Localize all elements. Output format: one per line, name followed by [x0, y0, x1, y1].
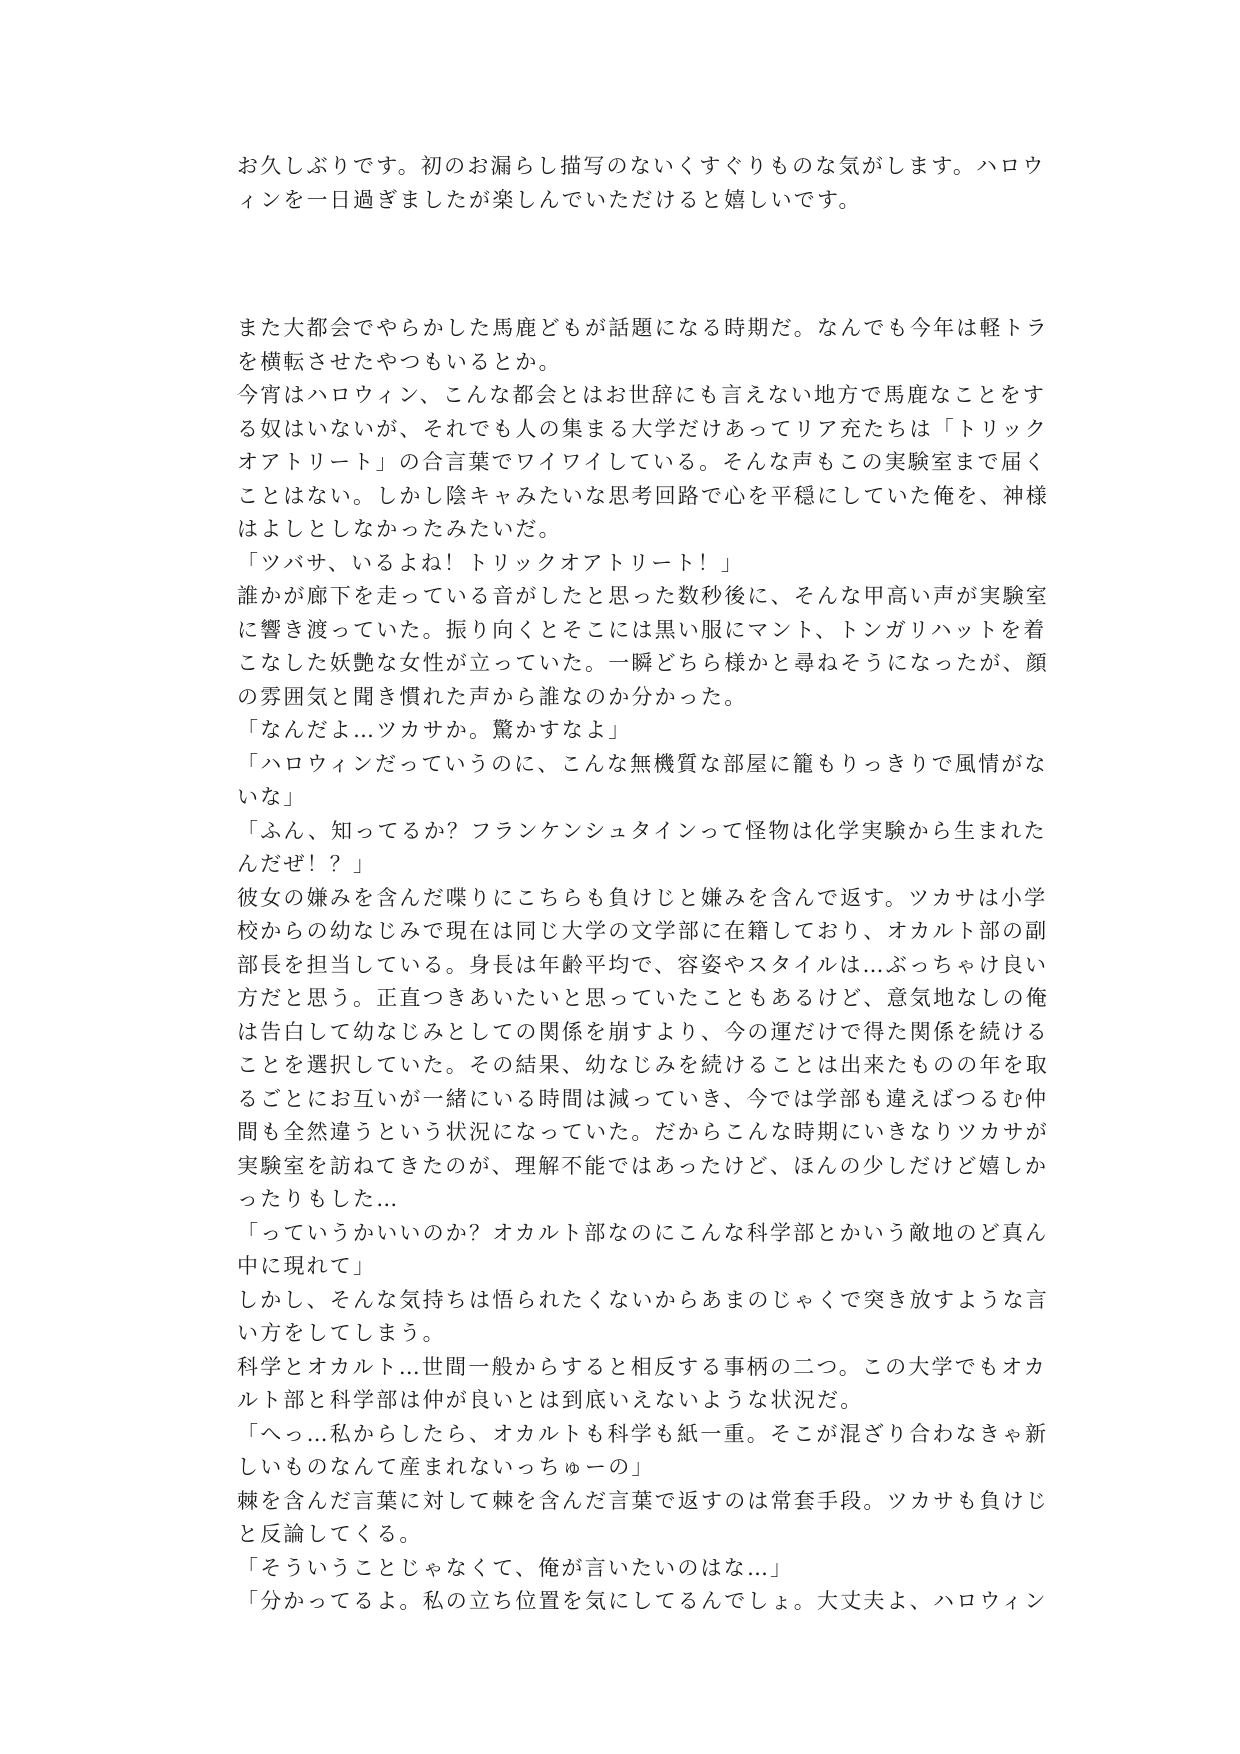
preface-line: お久しぶりです。初のお漏らし描写のないくすぐりものな気がします。ハロウ	[237, 154, 1046, 178]
story-line: に響き渡っていた。振り向くとそこには黒い服にマント、トンガリハットを着	[237, 617, 1047, 642]
story-line: るごとにお互いが一緒にいる時間は減っていき、今では学部も違えばつるむ仲	[237, 1086, 1049, 1111]
dialogue-line: 「ハロウィンだっていうのに、こんな無機質な部屋に籠もりっきりで風情がな	[237, 751, 1048, 776]
preface-line: ィンを一日過ぎましたが楽しんでいただけると嬉しいです。	[237, 187, 862, 212]
dialogue-line: 「なんだよ…ツカサか。驚かすなよ」	[237, 718, 632, 742]
dialogue-line: 「分かってるよ。私の立ち位置を気にしてるんでしょ。大丈夫よ、ハロウィン	[237, 1589, 1048, 1613]
story-line: こなした妖艶な女性が立っていた。一瞬どちら様かと尋ねそうになったが、顔	[237, 651, 1049, 675]
story-body	[237, 312, 1049, 1619]
dialogue-line: 「っていうかいいのか？オカルト部なのにこんな科学部とかいう敵地のど真ん	[237, 1220, 1049, 1245]
story-line: 部長を担当している。身長は年齢平均で、容姿やスタイルは…ぶっちゃけ良い	[237, 952, 1049, 977]
story-line: しかし、そんな気持ちは悟られたくないからあまのじゃくで突き放すような言	[237, 1287, 1049, 1312]
story-line: 実験室を訪ねてきたのが、理解不能ではあったけど、ほんの少しだけど嬉しか	[237, 1153, 1049, 1178]
story-line: 科学とオカルト…世間一般からすると相反する事柄の二つ。この大学でもオカ	[237, 1354, 1047, 1379]
dialogue-line: 中に現れて」	[237, 1254, 377, 1278]
story-line: る奴はいないが、それでも人の集まる大学だけあってリア充たちは「トリック	[237, 416, 1048, 441]
story-line: 間も全然違うという状況になっていた。だからこんな時期にいきなりツカサが	[237, 1120, 1049, 1144]
dialogue-line: いな」	[237, 785, 307, 809]
story-line: 誰かが廊下を走っている音がしたと思った数秒後に、そんな甲高い声が実験室	[237, 584, 1049, 608]
story-line: 今宵はハロウィン、こんな都会とはお世辞にも言えない地方で馬鹿なことをす	[237, 383, 1047, 407]
story-line: はよしとしなかったみたいだ。	[237, 517, 562, 541]
dialogue-line: んだぜ！？」	[237, 852, 377, 876]
story-line: の雰囲気と聞き慣れた声から誰なのか分かった。	[237, 684, 748, 709]
story-line: また大都会でやらかした馬鹿どもが話題になる時期だ。なんでも今年は軽トラ	[237, 316, 1049, 340]
story-line: い方をしてしまう。	[237, 1321, 446, 1345]
preface-text	[237, 150, 1046, 217]
story-line: ったりもした…	[237, 1187, 400, 1211]
dialogue-line: 「ふん、知ってるか？フランケンシュタインって怪物は化学実験から生まれた	[237, 818, 1047, 843]
story-line: は告白して幼なじみとしての関係を崩すより、今の運だけで得た関係を続ける	[237, 1019, 1049, 1044]
story-line: ことはない。しかし陰キャみたいな思考回路で心を平穏にしていた俺を、神様	[237, 483, 1049, 508]
dialogue-line: 「そういうことじゃなくて、俺が言いたいのはな…」	[237, 1555, 794, 1580]
dialogue-line: 「へっ…私からしたら、オカルトも科学も紙一重。そこが混ざり合わなきゃ新	[237, 1421, 1049, 1446]
story-line: と反論してくる。	[237, 1522, 423, 1546]
dialogue-line: しいものなんて産まれないっちゅーの」	[237, 1455, 655, 1479]
story-line: 方だと思う。正直つきあいたいと思っていたこともあるけど、意気地なしの俺	[237, 986, 1049, 1010]
dialogue-line: 「ツバサ、いるよね！トリックオアトリート！」	[237, 550, 745, 575]
story-line: 校からの幼なじみで現在は同じ大学の文学部に在籍しており、オカルト部の副	[237, 919, 1049, 943]
story-line: オアトリート」の合言葉でワイワイしている。そんな声もこの実験室まで届く	[237, 450, 1048, 474]
story-line: を横転させたやつもいるとか。	[237, 349, 562, 374]
story-line: 彼女の嫌みを含んだ喋りにこちらも負けじと嫌みを含んで返す。ツカサは小学	[237, 885, 1048, 910]
story-line: ことを選択していた。その結果、幼なじみを続けることは出来たものの年を取	[237, 1053, 1049, 1077]
story-line: 棘を含んだ言葉に対して棘を含んだ言葉で返すのは常套手段。ツカサも負けじ	[237, 1488, 1049, 1513]
story-line: ルト部と科学部は仲が良いとは到底いえないような状況だ。	[237, 1388, 864, 1412]
